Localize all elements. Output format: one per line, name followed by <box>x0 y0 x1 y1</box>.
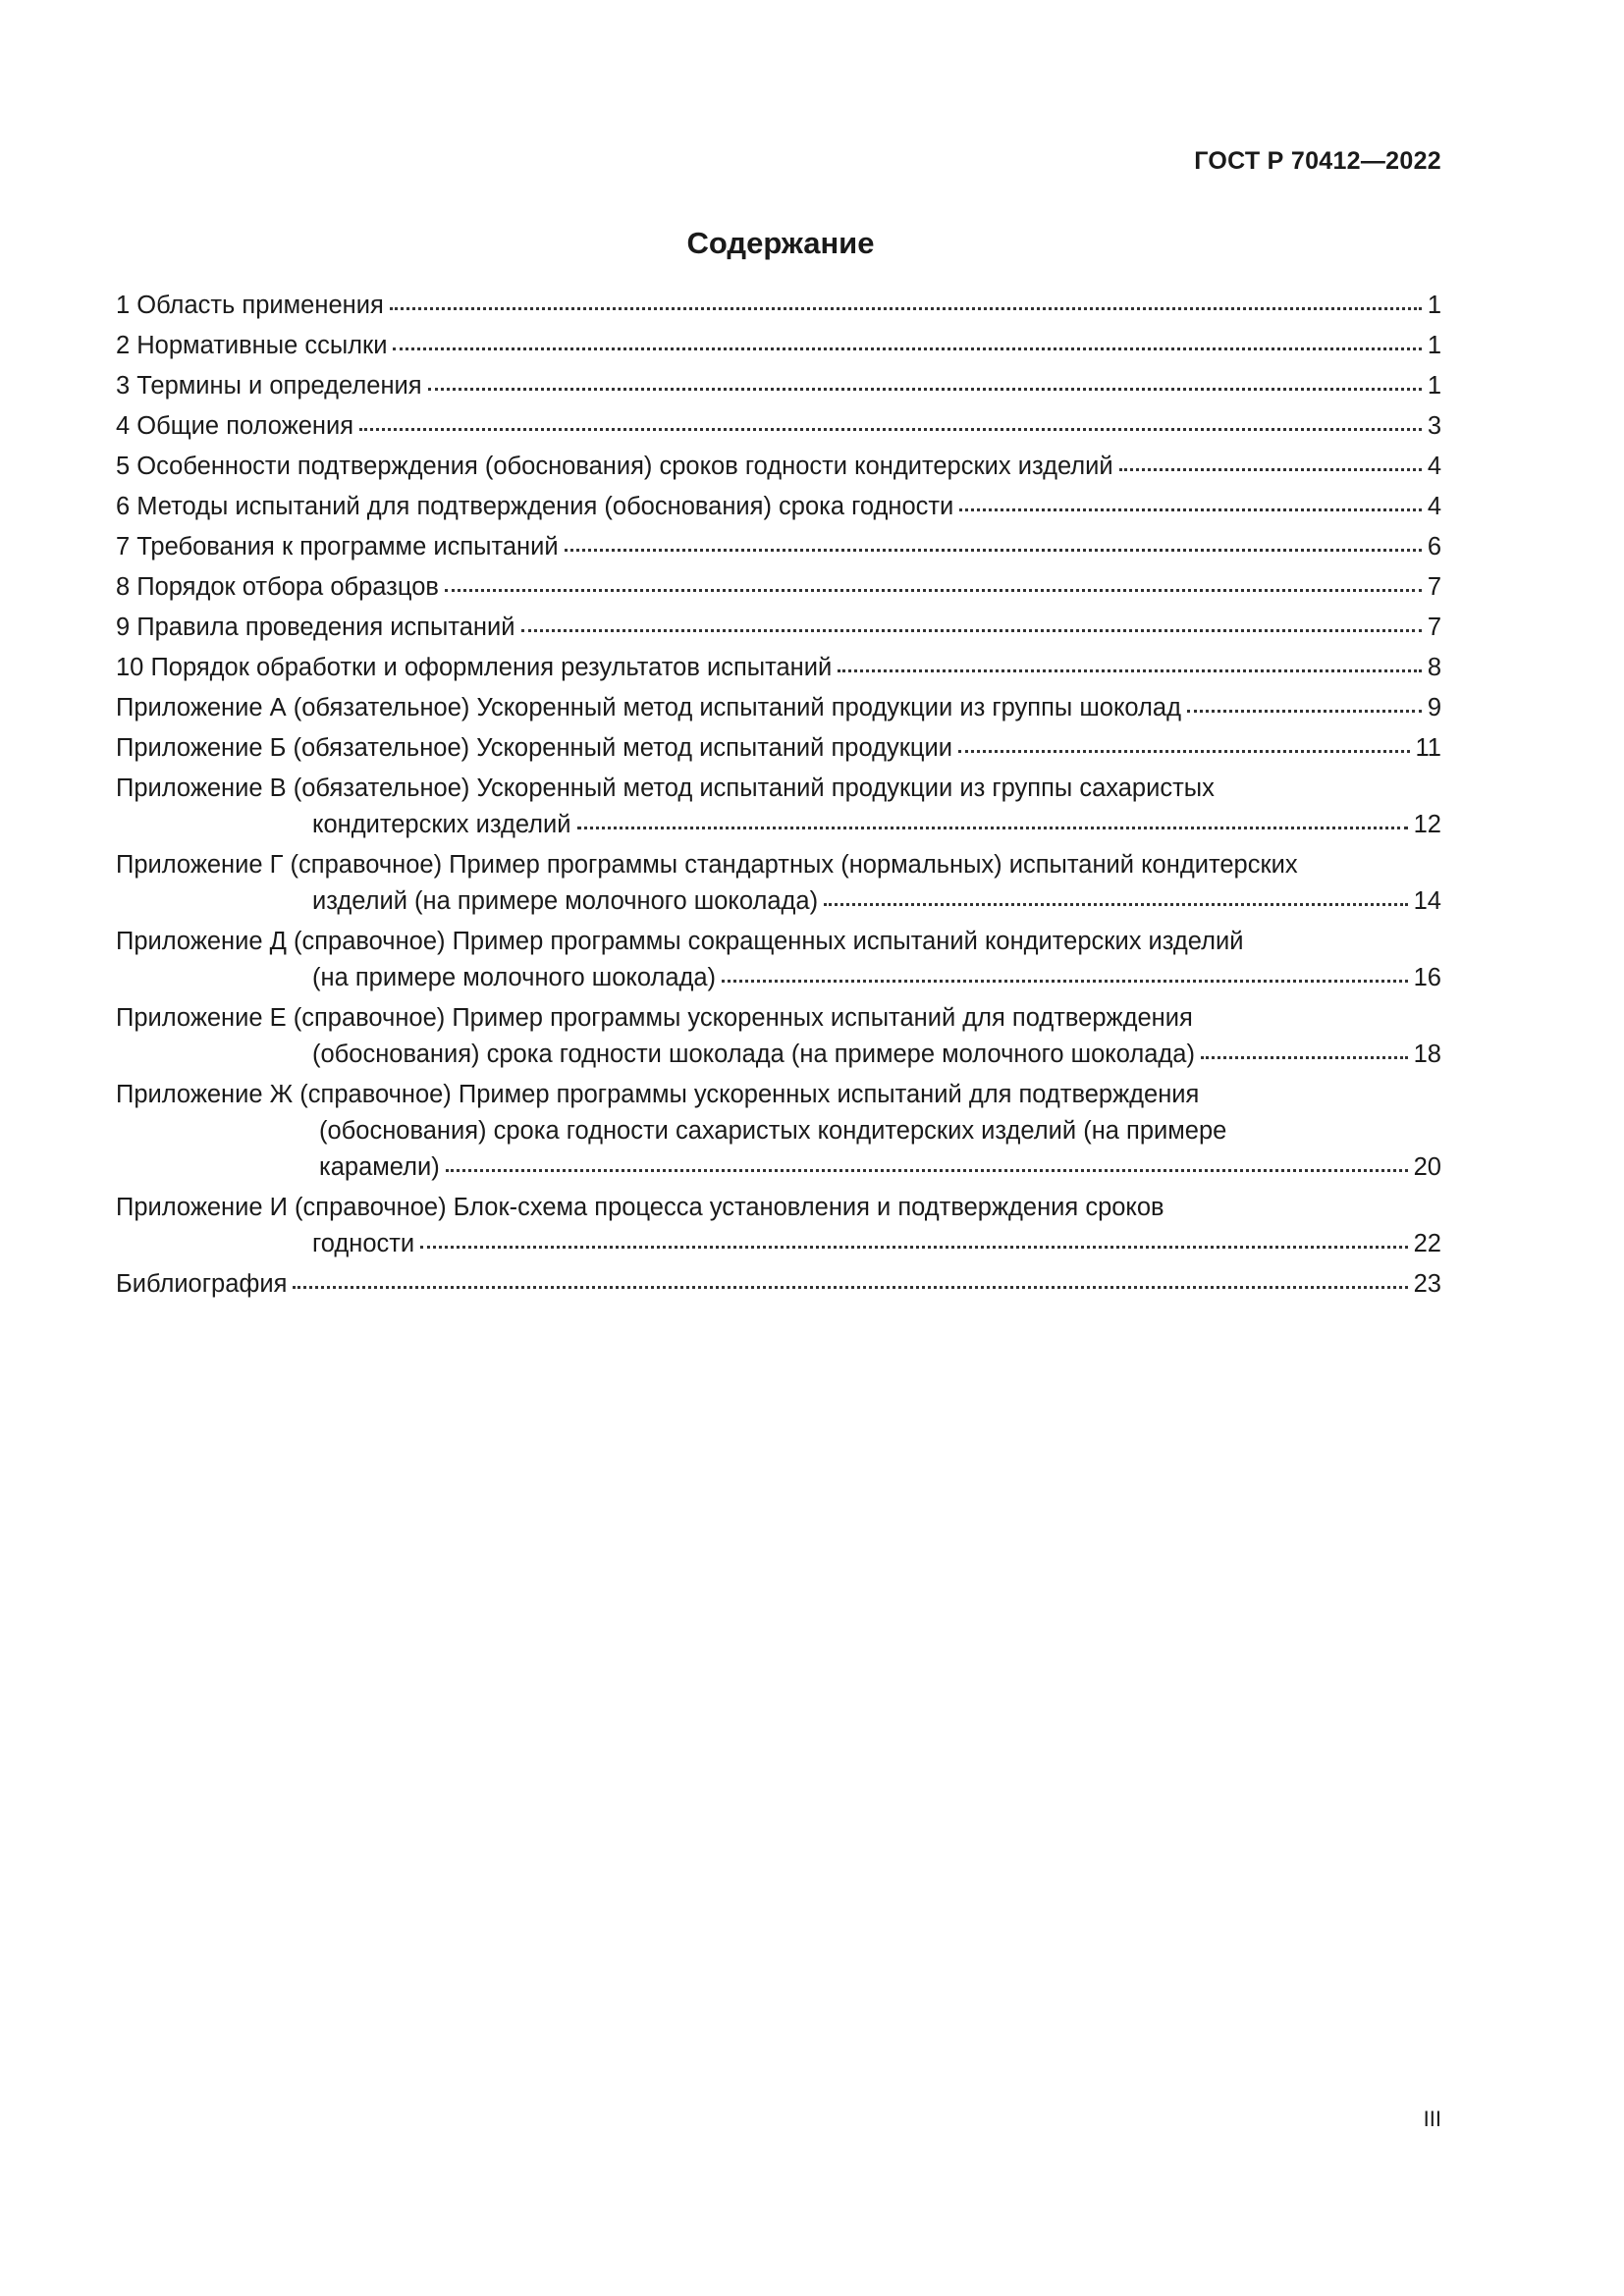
dot-leader <box>1119 468 1422 471</box>
toc-entry-line <box>116 771 1441 807</box>
toc-entry-text: Библиография <box>116 1270 288 1298</box>
toc-entry-line <box>116 883 1441 920</box>
table-of-contents <box>116 288 1441 1307</box>
toc-entry-line <box>116 1149 1441 1186</box>
dot-leader <box>293 1286 1407 1289</box>
toc-entry-text: 4 Общие положения <box>116 412 354 440</box>
toc-entry[interactable] <box>116 730 1441 767</box>
toc-entry[interactable] <box>116 771 1441 843</box>
toc-entry-line <box>116 610 1441 646</box>
toc-entry[interactable] <box>116 924 1441 996</box>
toc-entry-line <box>116 408 1441 445</box>
dot-leader <box>445 589 1422 592</box>
toc-entry-text: 8 Порядок отбора образцов <box>116 573 439 601</box>
toc-entry-text: годности <box>312 1230 415 1257</box>
toc-entry-line <box>116 1113 1441 1149</box>
toc-entry-text: Приложение А (обязательное) Ускоренный метод испытаний продукции из группы шоколад <box>116 694 1181 721</box>
toc-entry-text: Приложение Г (справочное) Пример программы стандартных (нормальных) испытаний кондитерских <box>116 851 1298 879</box>
toc-entry[interactable] <box>116 449 1441 485</box>
toc-entry-text: Приложение Ж (справочное) Пример программы ускоренных испытаний для подтверждения <box>116 1081 1200 1108</box>
toc-entry[interactable] <box>116 328 1441 364</box>
toc-entry-page: 3 <box>1427 412 1441 440</box>
dot-leader <box>521 629 1422 632</box>
page-number: III <box>1423 2107 1441 2131</box>
toc-entry-page: 4 <box>1427 453 1441 480</box>
toc-entry-page: 9 <box>1427 694 1441 721</box>
toc-entry-line <box>116 650 1441 686</box>
dot-leader <box>824 903 1408 906</box>
dot-leader <box>393 347 1421 350</box>
toc-entry-line <box>116 847 1441 883</box>
toc-entry-line <box>116 960 1441 996</box>
toc-entry-text: (на примере молочного шоколада) <box>312 964 717 991</box>
toc-entry-line <box>116 529 1441 565</box>
toc-entry-line <box>116 288 1441 324</box>
toc-entry[interactable] <box>116 847 1441 920</box>
dot-leader <box>359 428 1422 431</box>
dot-leader <box>722 980 1408 983</box>
toc-entry[interactable] <box>116 489 1441 525</box>
toc-entry-text: карамели) <box>319 1153 440 1181</box>
toc-entry-page: 18 <box>1413 1041 1441 1068</box>
toc-entry-text: Приложение Б (обязательное) Ускоренный метод испытаний продукции <box>116 734 952 762</box>
dot-leader <box>958 750 1410 753</box>
toc-entry[interactable] <box>116 1000 1441 1073</box>
toc-entry-page: 1 <box>1427 372 1441 400</box>
toc-entry-line <box>116 730 1441 767</box>
toc-entry-text: (обоснования) срока годности шоколада (на примере молочного шоколада) <box>312 1041 1195 1068</box>
toc-entry-text: кондитерских изделий <box>312 811 571 838</box>
toc-entry-page: 7 <box>1427 573 1441 601</box>
toc-entry-text: 3 Термины и определения <box>116 372 422 400</box>
toc-entry-line <box>116 489 1441 525</box>
toc-entry[interactable] <box>116 368 1441 404</box>
dot-leader <box>446 1169 1408 1172</box>
toc-entry-line <box>116 690 1441 726</box>
toc-entry-page: 6 <box>1427 533 1441 561</box>
toc-entry[interactable] <box>116 1190 1441 1262</box>
toc-entry-text: 7 Требования к программе испытаний <box>116 533 559 561</box>
dot-leader <box>959 508 1422 511</box>
toc-entry[interactable] <box>116 690 1441 726</box>
toc-entry-text: Приложение Д (справочное) Пример программы сокращенных испытаний кондитерских изделий <box>116 928 1244 955</box>
toc-entry[interactable] <box>116 288 1441 324</box>
toc-entry-line <box>116 1077 1441 1113</box>
toc-entry-line <box>116 368 1441 404</box>
dot-leader <box>1201 1056 1408 1059</box>
toc-entry-text: 6 Методы испытаний для подтверждения (обоснования) срока годности <box>116 493 954 520</box>
toc-entry-text: 9 Правила проведения испытаний <box>116 614 515 641</box>
toc-entry-page: 1 <box>1427 332 1441 359</box>
toc-entry-page: 1 <box>1427 292 1441 319</box>
toc-entry[interactable] <box>116 529 1441 565</box>
toc-entry-text: 5 Особенности подтверждения (обоснования) сроков годности кондитерских изделий <box>116 453 1113 480</box>
toc-entry-page: 12 <box>1413 811 1441 838</box>
dot-leader <box>420 1246 1407 1249</box>
toc-entry-line <box>116 1266 1441 1303</box>
toc-entry[interactable] <box>116 569 1441 606</box>
toc-entry-page: 4 <box>1427 493 1441 520</box>
toc-entry[interactable] <box>116 1077 1441 1186</box>
dot-leader <box>838 669 1422 672</box>
toc-entry-line <box>116 449 1441 485</box>
toc-entry-text: Приложение Е (справочное) Пример программы ускоренных испытаний для подтверждения <box>116 1004 1193 1032</box>
toc-entry-line <box>116 1190 1441 1226</box>
toc-entry-page: 16 <box>1413 964 1441 991</box>
toc-entry[interactable] <box>116 650 1441 686</box>
toc-entry-page: 7 <box>1427 614 1441 641</box>
toc-entry-page: 23 <box>1413 1270 1441 1298</box>
toc-entry-text: Приложение И (справочное) Блок-схема процесса установления и подтверждения сроков <box>116 1194 1164 1221</box>
document-code: ГОСТ Р 70412—2022 <box>1194 147 1441 175</box>
toc-entry[interactable] <box>116 610 1441 646</box>
dot-leader <box>390 307 1422 310</box>
dot-leader <box>565 549 1422 552</box>
toc-entry-line <box>116 924 1441 960</box>
toc-entry-text: 10 Порядок обработки и оформления результатов испытаний <box>116 654 833 681</box>
toc-entry-line <box>116 328 1441 364</box>
dot-leader <box>428 388 1422 391</box>
toc-entry-text: 1 Область применения <box>116 292 384 319</box>
dot-leader <box>577 827 1408 829</box>
toc-entry-text: Приложение В (обязательное) Ускоренный метод испытаний продукции из группы сахаристых <box>116 774 1215 802</box>
toc-entry-text: 2 Нормативные ссылки <box>116 332 388 359</box>
toc-entry-line <box>116 1226 1441 1262</box>
toc-title: Содержание <box>686 226 875 260</box>
toc-entry-line <box>116 1037 1441 1073</box>
dot-leader <box>1187 710 1422 713</box>
toc-entry-page: 14 <box>1413 887 1441 915</box>
toc-entry-text: изделий (на примере молочного шоколада) <box>312 887 819 915</box>
toc-entry[interactable] <box>116 408 1441 445</box>
toc-entry-page: 22 <box>1413 1230 1441 1257</box>
toc-entry-line <box>116 1000 1441 1037</box>
toc-entry[interactable] <box>116 1266 1441 1303</box>
toc-entry-line <box>116 569 1441 606</box>
toc-entry-page: 20 <box>1413 1153 1441 1181</box>
toc-entry-text: (обоснования) срока годности сахаристых кондитерских изделий (на примере <box>319 1117 1227 1145</box>
toc-entry-page: 11 <box>1415 734 1441 762</box>
toc-entry-line <box>116 807 1441 843</box>
toc-entry-page: 8 <box>1427 654 1441 681</box>
